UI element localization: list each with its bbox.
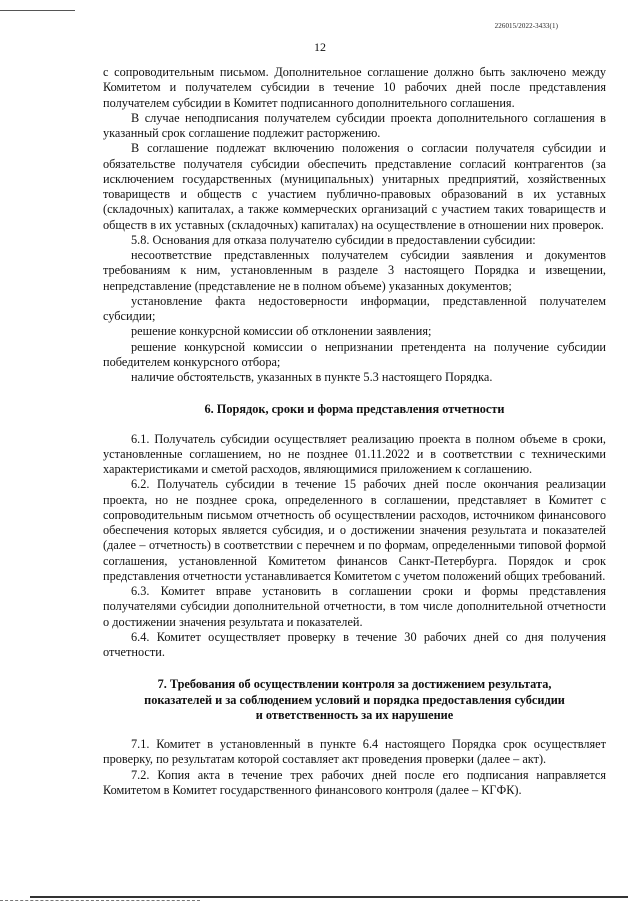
page-number: 12 bbox=[314, 40, 326, 54]
clause-6-2: 6.2. Получатель субсидии в течение 15 рабочих дней после окончания реализации проекта, но не позднее срока, определенного в соглашении, представляет в Комитет с сопроводительным письмом отчетность об осуществлении расходов, источником финансового обеспечения которых является субсидия, и о достижении значения результата и показателей (далее – отчетность) в соответствии с перечнем и по формам, определенными типовой формой соглашения, установленной Комитетом финансов Санкт-Петербурга. Порядок и срок представления отчетности устанавливается Комитетом с учетом положений общих требований. bbox=[103, 477, 606, 583]
top-rule bbox=[0, 10, 75, 11]
list-item: установление факта недостоверности информации, представленной получателем субсидии; bbox=[103, 293, 606, 323]
paragraph-continued: с сопроводительным письмом. Дополнительное соглашение должно быть заключено между Комитетом и получателем субсидии в течение 10 рабочих дней после представления получателем субсидии в Комитет подписанного дополнительного соглашения. bbox=[103, 65, 606, 110]
document-number: 226015/2022-3433(1) bbox=[494, 22, 558, 30]
list-item: решение конкурсной комиссии о непризнании претендента на получение субсидии победителем конкурсного отбора; bbox=[103, 339, 606, 369]
clause-6-1: 6.1. Получатель субсидии осуществляет реализацию проекта в полном объеме в сроки, установленные соглашением, но не позднее 01.11.2022 и в соответствии с техническими характеристиками и сметой расходов, являющимися приложением к соглашению. bbox=[103, 431, 606, 476]
paragraph: В случае неподписания получателем субсидии проекта дополнительного соглашения в указанный срок соглашение подлежит расторжению. bbox=[103, 110, 606, 140]
section-7-heading bbox=[103, 677, 606, 723]
clause-6-3: 6.3. Комитет вправе установить в соглашении сроки и формы представления получателями субсидии дополнительной отчетности, в том числе дополнительной отчетности о достижении значения результата и показателей. bbox=[103, 584, 606, 629]
list-item: наличие обстоятельств, указанных в пункте 5.3 настоящего Порядка. bbox=[131, 370, 493, 384]
bottom-rule bbox=[30, 896, 628, 898]
clause-7-2: 7.2. Копия акта в течение трех рабочих дней после его подписания направляется Комитетом в Комитет государственного финансового контроля (далее – КГФК). bbox=[103, 767, 606, 797]
section-7-heading-line: показателей и за соблюдением условий и порядка предоставления субсидии bbox=[144, 692, 565, 707]
document-body bbox=[103, 65, 606, 798]
list-item: несоответствие представленных получателем субсидии заявления и документов требованиям к ним, установленным в разделе 3 настоящего Порядка и извещении, непредставление (представление не в полном объеме) указанных документов; bbox=[103, 248, 606, 293]
section-7-heading-line: 7. Требования об осуществлении контроля за достижением результата, bbox=[157, 677, 552, 692]
clause-5-8: 5.8. Основания для отказа получателю субсидии в предоставлении субсидии: bbox=[131, 232, 536, 247]
paragraph: В соглашение подлежат включению положения о согласии получателя субсидии и обязательстве получателя субсидии обеспечить представление согласий контрагентов (за исключением государственных (муниципальных) унитарных предприятий, хозяйственных товариществ и обществ с участием публично-правовых образований в их уставных (складочных) капиталах, а также коммерческих организаций с участием таких товариществ и обществ в их уставных (складочных) капиталах) на осуществление в отношении них проверок. bbox=[103, 141, 606, 232]
clause-7-1: 7.1. Комитет в установленный в пункте 6.4 настоящего Порядка срок осуществляет проверку, по результатам которой составляет акт проведения проверки (далее – акт). bbox=[103, 737, 606, 767]
clause-6-4: 6.4. Комитет осуществляет проверку в течение 30 рабочих дней со дня получения отчетности. bbox=[103, 629, 606, 659]
list-item: решение конкурсной комиссии об отклонении заявления; bbox=[131, 324, 432, 339]
bottom-dashed-rule bbox=[0, 900, 200, 901]
section-6-heading: 6. Порядок, сроки и форма представления отчетности bbox=[204, 402, 505, 417]
section-7-heading-line: и ответственность за их нарушение bbox=[255, 707, 454, 722]
